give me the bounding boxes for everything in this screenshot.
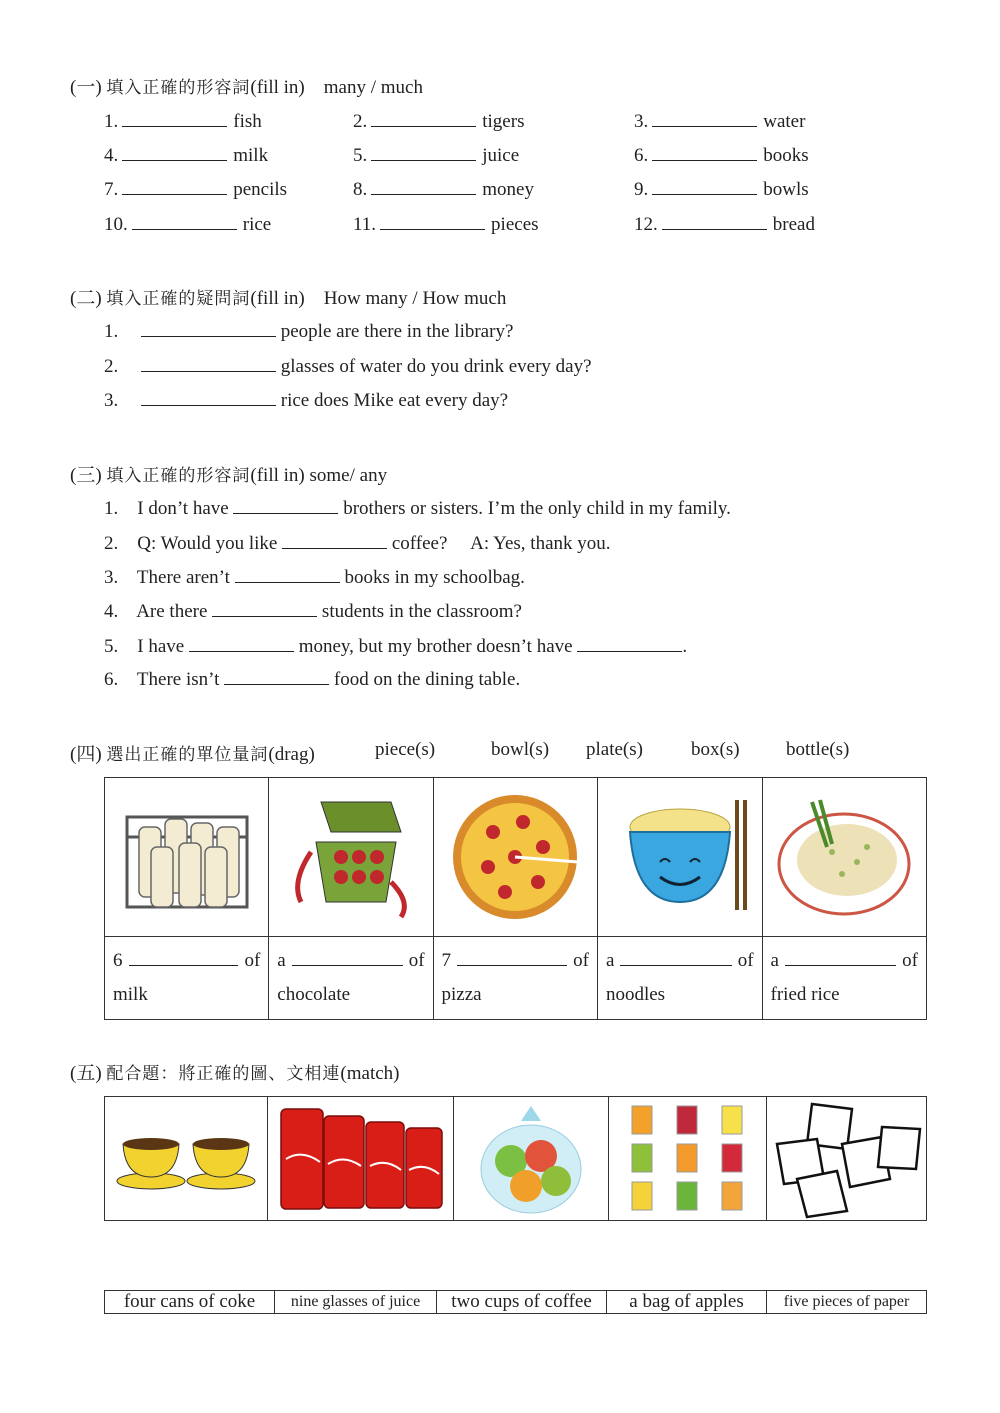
- question-text: I have: [137, 636, 185, 657]
- section-number: (五): [70, 1063, 102, 1084]
- answer-blank[interactable]: [371, 110, 476, 127]
- section-instruction-en: (drag): [268, 744, 315, 765]
- milk-bottles-icon: [117, 797, 257, 917]
- question-number: 9.: [634, 179, 649, 200]
- question-row: [104, 497, 731, 520]
- answer-blank[interactable]: [380, 213, 485, 230]
- picture-cell: [433, 778, 597, 937]
- answer-blank[interactable]: [132, 213, 237, 230]
- question-text: coffee?: [391, 533, 448, 554]
- noun: rice: [242, 214, 272, 235]
- match-picture-table: [104, 1096, 927, 1221]
- question-row: [104, 532, 611, 555]
- noun: money: [482, 179, 534, 200]
- picture-cell: [269, 778, 433, 937]
- noun: fried rice: [770, 984, 840, 1005]
- match-word[interactable]: two cups of coffee: [437, 1291, 607, 1314]
- noun: milk: [233, 145, 269, 166]
- drag-option[interactable]: bottle(s): [786, 739, 850, 760]
- of-word: of: [244, 950, 261, 971]
- noun: bread: [772, 214, 815, 235]
- match-picture[interactable]: [105, 1097, 268, 1221]
- answer-blank[interactable]: [129, 949, 239, 966]
- quantity: a: [605, 950, 615, 971]
- section-number: (二): [70, 288, 102, 309]
- section-5-heading: [70, 1058, 399, 1085]
- question-text: I don’t have: [137, 498, 229, 519]
- question-number: 2.: [353, 111, 368, 132]
- section-4-heading: [70, 739, 315, 766]
- match-word[interactable]: a bag of apples: [607, 1291, 767, 1314]
- match-word-table: [104, 1290, 927, 1314]
- question-text: Are there: [136, 601, 208, 622]
- unit-word-table: [104, 777, 927, 1020]
- section-instruction-en: (fill in) some/ any: [250, 465, 388, 486]
- section-number: (四): [70, 744, 102, 765]
- question-number: 6.: [634, 145, 649, 166]
- section-instruction-cn: 填入正確的疑問詞: [106, 289, 251, 309]
- noun: tigers: [482, 111, 525, 132]
- match-picture[interactable]: [608, 1097, 767, 1221]
- picture-cell: [597, 778, 762, 937]
- answer-blank[interactable]: [141, 389, 276, 406]
- answer-blank[interactable]: [371, 178, 476, 195]
- quantity: 7: [441, 950, 452, 971]
- word-options: How many / How much: [323, 288, 507, 309]
- question-text: There aren’t: [136, 567, 230, 588]
- fill-item: [353, 110, 524, 133]
- question-number: 4.: [104, 601, 119, 622]
- of-word: of: [408, 950, 425, 971]
- apple-bag-icon: [476, 1101, 586, 1216]
- drag-option[interactable]: plate(s): [586, 739, 643, 760]
- coke-cans-icon: [276, 1104, 446, 1214]
- section-instruction-cn: 填入正確的形容詞: [106, 466, 251, 486]
- noun: pizza: [441, 984, 482, 1005]
- caption-cell: [105, 937, 269, 1020]
- question-row: [104, 600, 522, 623]
- noun: fish: [233, 111, 262, 132]
- question-text: books in my schoolbag.: [344, 567, 525, 588]
- answer-blank[interactable]: [292, 949, 403, 966]
- section-instruction-cn: 配合題：將正確的圖、文相連: [106, 1064, 341, 1084]
- answer-blank[interactable]: [224, 668, 329, 685]
- match-picture[interactable]: [267, 1097, 454, 1221]
- chocolate-box-icon: [281, 792, 421, 922]
- answer-blank[interactable]: [233, 497, 338, 514]
- punctuation: .: [682, 636, 688, 657]
- noun: juice: [482, 145, 520, 166]
- quantity: 6: [113, 950, 123, 971]
- coffee-cups-icon: [111, 1119, 261, 1199]
- fill-item: [634, 178, 809, 201]
- fill-item: [104, 144, 268, 167]
- drag-option[interactable]: box(s): [691, 739, 740, 760]
- question-row: [104, 566, 525, 589]
- drag-option[interactable]: bowl(s): [491, 739, 550, 760]
- question-text: money, but my brother doesn’t have: [298, 636, 573, 657]
- section-2-heading: [70, 283, 506, 310]
- fill-item: [104, 110, 262, 133]
- drag-option[interactable]: piece(s): [375, 739, 436, 760]
- answer-blank[interactable]: [662, 213, 767, 230]
- question-number: 3.: [104, 390, 119, 411]
- question-row: [104, 320, 513, 343]
- fill-item: [634, 110, 805, 133]
- question-number: 7.: [104, 179, 119, 200]
- answer-blank[interactable]: [235, 566, 340, 583]
- fill-item: [634, 144, 809, 167]
- word-options: many / much: [323, 77, 423, 98]
- section-3-heading: [70, 460, 387, 487]
- caption-cell: [762, 937, 926, 1020]
- question-number: 11.: [353, 214, 377, 235]
- answer-blank[interactable]: [620, 949, 731, 966]
- noun: bowls: [763, 179, 809, 200]
- question-number: 6.: [104, 669, 119, 690]
- noun: noodles: [605, 984, 666, 1005]
- answer-blank[interactable]: [122, 144, 227, 161]
- noun: chocolate: [277, 984, 351, 1005]
- picture-cell: [105, 778, 269, 937]
- answer-blank[interactable]: [457, 949, 567, 966]
- noun: pieces: [491, 214, 539, 235]
- answer-blank[interactable]: [652, 144, 757, 161]
- section-instruction-cn: 填入正確的形容詞: [106, 78, 251, 98]
- quantity: a: [770, 950, 779, 971]
- paper-pieces-icon: [772, 1099, 922, 1219]
- match-word[interactable]: four cans of coke: [105, 1291, 275, 1314]
- question-number: 4.: [104, 145, 119, 166]
- fill-item: [104, 213, 271, 236]
- match-word[interactable]: nine glasses of juice: [275, 1291, 437, 1314]
- answer-blank[interactable]: [122, 110, 227, 127]
- question-row: [104, 635, 687, 658]
- question-number: 5.: [104, 636, 119, 657]
- pizza-icon: [443, 792, 588, 922]
- answer-blank[interactable]: [141, 355, 276, 372]
- of-word: of: [573, 950, 589, 971]
- match-picture[interactable]: [454, 1097, 608, 1221]
- question-number: 2.: [104, 356, 119, 377]
- caption-cell: [597, 937, 762, 1020]
- section-instruction-en: (fill in): [250, 77, 305, 98]
- answer-blank[interactable]: [282, 532, 387, 549]
- noun: books: [763, 145, 809, 166]
- section-number: (三): [70, 465, 102, 486]
- answer-blank[interactable]: [371, 144, 476, 161]
- section-instruction-cn: 選出正確的單位量詞: [106, 745, 269, 765]
- fill-item: [353, 213, 539, 236]
- fried-rice-plate-icon: [772, 792, 917, 922]
- question-number: 2.: [104, 533, 119, 554]
- question-text: rice does Mike eat every day?: [280, 390, 509, 411]
- section-instruction-en: (fill in): [250, 288, 305, 309]
- answer-blank[interactable]: [785, 949, 896, 966]
- caption-cell: [269, 937, 433, 1020]
- fill-item: [353, 144, 519, 167]
- fill-item: [353, 178, 534, 201]
- question-number: 3.: [104, 567, 119, 588]
- answer-blank[interactable]: [577, 635, 682, 652]
- answer-blank[interactable]: [141, 320, 276, 337]
- juice-glasses-icon: [617, 1101, 757, 1216]
- picture-cell: [762, 778, 926, 937]
- of-word: of: [902, 950, 918, 971]
- question-text: Q: Would you like: [137, 533, 278, 554]
- answer-blank[interactable]: [212, 600, 317, 617]
- question-text: brothers or sisters. I’m the only child in my family.: [343, 498, 731, 519]
- noun: pencils: [233, 179, 288, 200]
- question-text: people are there in the library?: [280, 321, 514, 342]
- question-number: 1.: [104, 321, 119, 342]
- question-number: 1.: [104, 111, 119, 132]
- match-picture[interactable]: [767, 1097, 927, 1221]
- question-row: [104, 389, 508, 412]
- caption-cell: [433, 937, 597, 1020]
- section-instruction-en: (match): [340, 1063, 400, 1084]
- noun: water: [763, 111, 806, 132]
- question-text: food on the dining table.: [333, 669, 521, 690]
- fill-item: [104, 178, 287, 201]
- section-number: (一): [70, 77, 102, 98]
- question-text: glasses of water do you drink every day?: [280, 356, 592, 377]
- question-row: [104, 355, 592, 378]
- question-text: There isn’t: [136, 669, 220, 690]
- question-number: 10.: [104, 214, 128, 235]
- answer-blank[interactable]: [652, 110, 757, 127]
- answer-blank[interactable]: [189, 635, 294, 652]
- match-word[interactable]: five pieces of paper: [767, 1291, 927, 1314]
- question-number: 3.: [634, 111, 649, 132]
- question-number: 12.: [634, 214, 658, 235]
- question-number: 1.: [104, 498, 119, 519]
- fill-item: [634, 213, 815, 236]
- answer-blank[interactable]: [652, 178, 757, 195]
- answer-text: A: Yes, thank you.: [470, 533, 611, 554]
- section-1-heading: [70, 72, 423, 99]
- answer-blank[interactable]: [122, 178, 227, 195]
- noun: milk: [113, 984, 148, 1005]
- question-number: 8.: [353, 179, 368, 200]
- of-word: of: [737, 950, 754, 971]
- question-number: 5.: [353, 145, 368, 166]
- question-row: [104, 668, 520, 691]
- question-text: students in the classroom?: [321, 601, 522, 622]
- quantity: a: [277, 950, 286, 971]
- noodle-bowl-icon: [605, 792, 755, 922]
